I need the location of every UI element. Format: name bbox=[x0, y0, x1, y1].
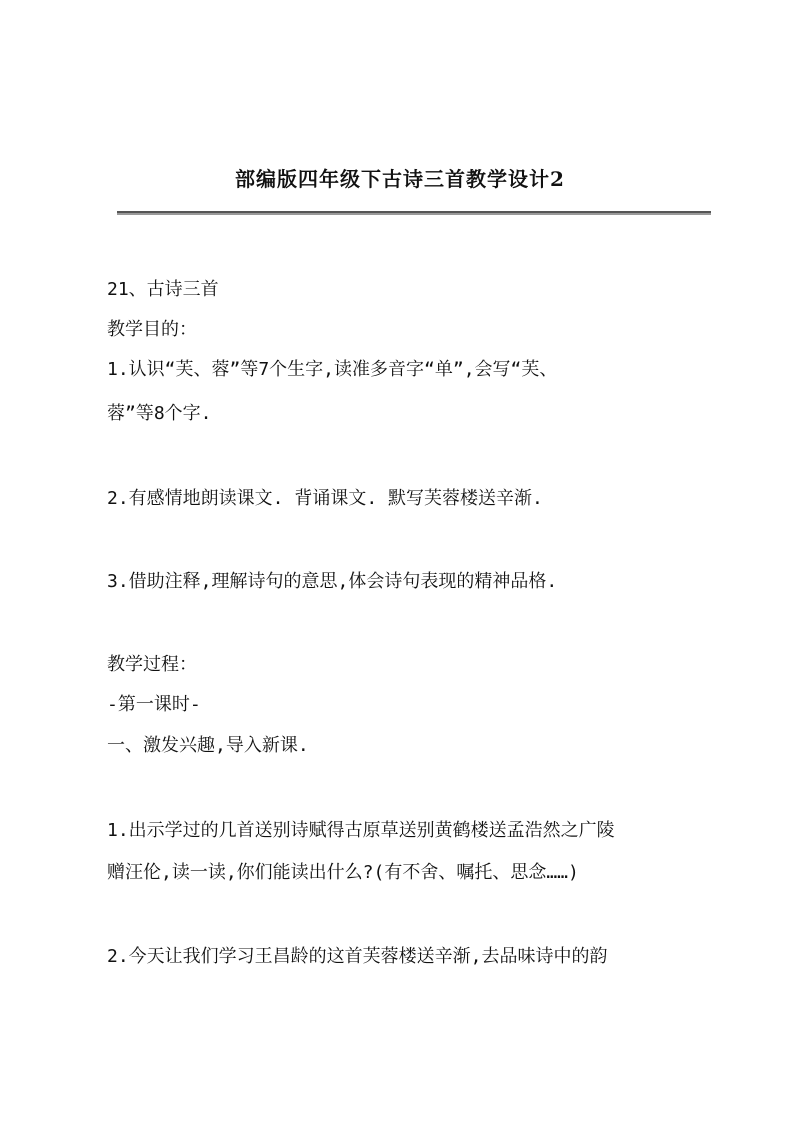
step-1-line-1: 1.出示学过的几首送别诗赋得古原草送别黄鹤楼送孟浩然之广陵 bbox=[107, 820, 615, 841]
step-1-line-2: 赠汪伦,读一读,你们能读出什么?(有不舍、嘱托、思念……) bbox=[107, 862, 579, 883]
lesson-heading: 21、古诗三首 bbox=[107, 279, 219, 300]
objective-1-line-1: 1.认识“芙、蓉”等7个生字,读准多音字“单”,会写“芙、 bbox=[107, 359, 558, 380]
document-title: 部编版四年级下古诗三首教学设计2 bbox=[235, 167, 565, 191]
objective-3: 3.借助注释,理解诗句的意思,体会诗句表现的精神品格. bbox=[107, 571, 558, 592]
title-divider bbox=[117, 211, 711, 213]
objectives-heading: 教学目的： bbox=[107, 319, 197, 340]
step-2-line-1: 2.今天让我们学习王昌龄的这首芙蓉楼送辛渐,去品味诗中的韵 bbox=[107, 946, 608, 967]
objective-2: 2.有感情地朗读课文. 背诵课文. 默写芙蓉楼送辛渐. bbox=[107, 488, 543, 509]
period-heading: -第一课时- bbox=[107, 694, 201, 715]
objective-1-line-2: 蓉”等8个字. bbox=[107, 403, 212, 424]
process-heading: 教学过程： bbox=[107, 654, 197, 675]
section-1-heading: 一、激发兴趣,导入新课. bbox=[107, 735, 309, 756]
